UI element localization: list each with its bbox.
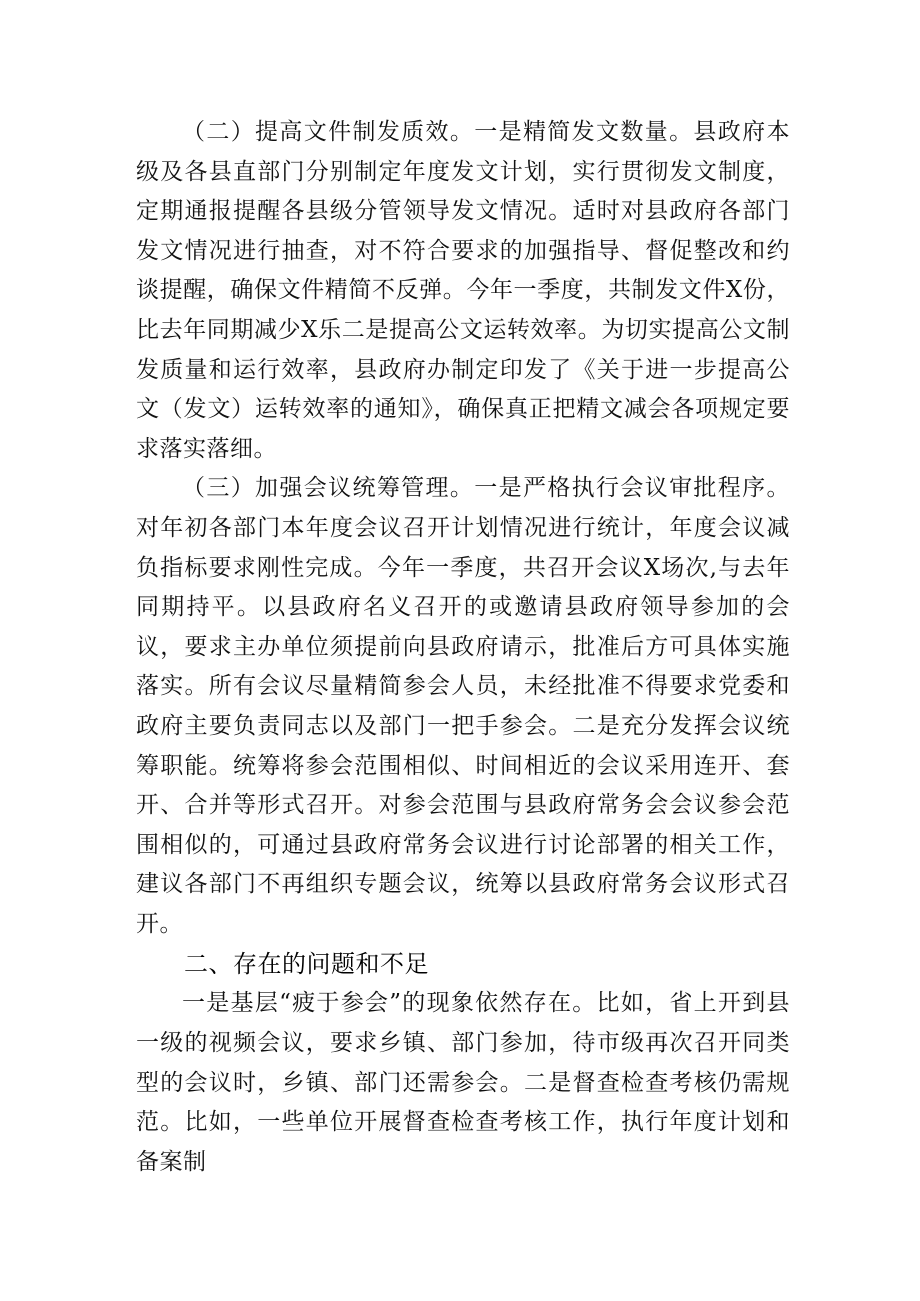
document-body (136, 113, 790, 1182)
paragraph-meeting-management: （三）加强会议统筹管理。一是严格执行会议审批程序。对年初各部门本年度会议召开计划情况进行统计，年度会议减负指标要求刚性完成。今年一季度，共召开会议X场次,与去年同期持平。以县政府名义召开的或邀请县政府领导参加的会议，要求主办单位须提前向县政府请示，批准后方可具体实施落实。所有会议尽量精简参会人员，未经批准不得要求党委和政府主要负责同志以及部门一把手参会。二是充分发挥会议统筹职能。统筹将参会范围相似、时间相近的会议采用连开、套开、合并等形式召开。对参会范围与县政府常务会会议参会范围相似的，可通过县政府常务会议进行讨论部署的相关工作，建议各部门不再组织专题会议，统筹以县政府常务会议形式召开。 (136, 475, 790, 937)
paragraph-problems: 一是基层“疲于参会”的现象依然存在。比如，省上开到县一级的视频会议，要求乡镇、部门参加，待市级再次召开同类型的会议时，乡镇、部门还需参会。二是督查检查考核仍需规范。比如，一些单位开展督查检查考核工作，执行年度计划和备案制 (136, 990, 790, 1175)
paragraph-improve-document-quality: （二）提高文件制发质效。一是精简发文数量。县政府本级及各县直部门分别制定年度发文计划，实行贯彻发文制度，定期通报提醒各县级分管领导发文情况。适时对县政府各部门发文情况进行抽查，对不符合要求的加强指导、督促整改和约谈提醒，确保文件精简不反弹。今年一季度，共制发文件X份，比去年同期减少X乐二是提高公文运转效率。为切实提高公文制发质量和运行效率，县政府办制定印发了《关于进一步提高公文（发文）运转效率的通知》，确保真正把精文减会各项规定要求落实落细。 (136, 119, 790, 462)
section-heading-problems: 二、存在的问题和不足 (184, 950, 429, 979)
